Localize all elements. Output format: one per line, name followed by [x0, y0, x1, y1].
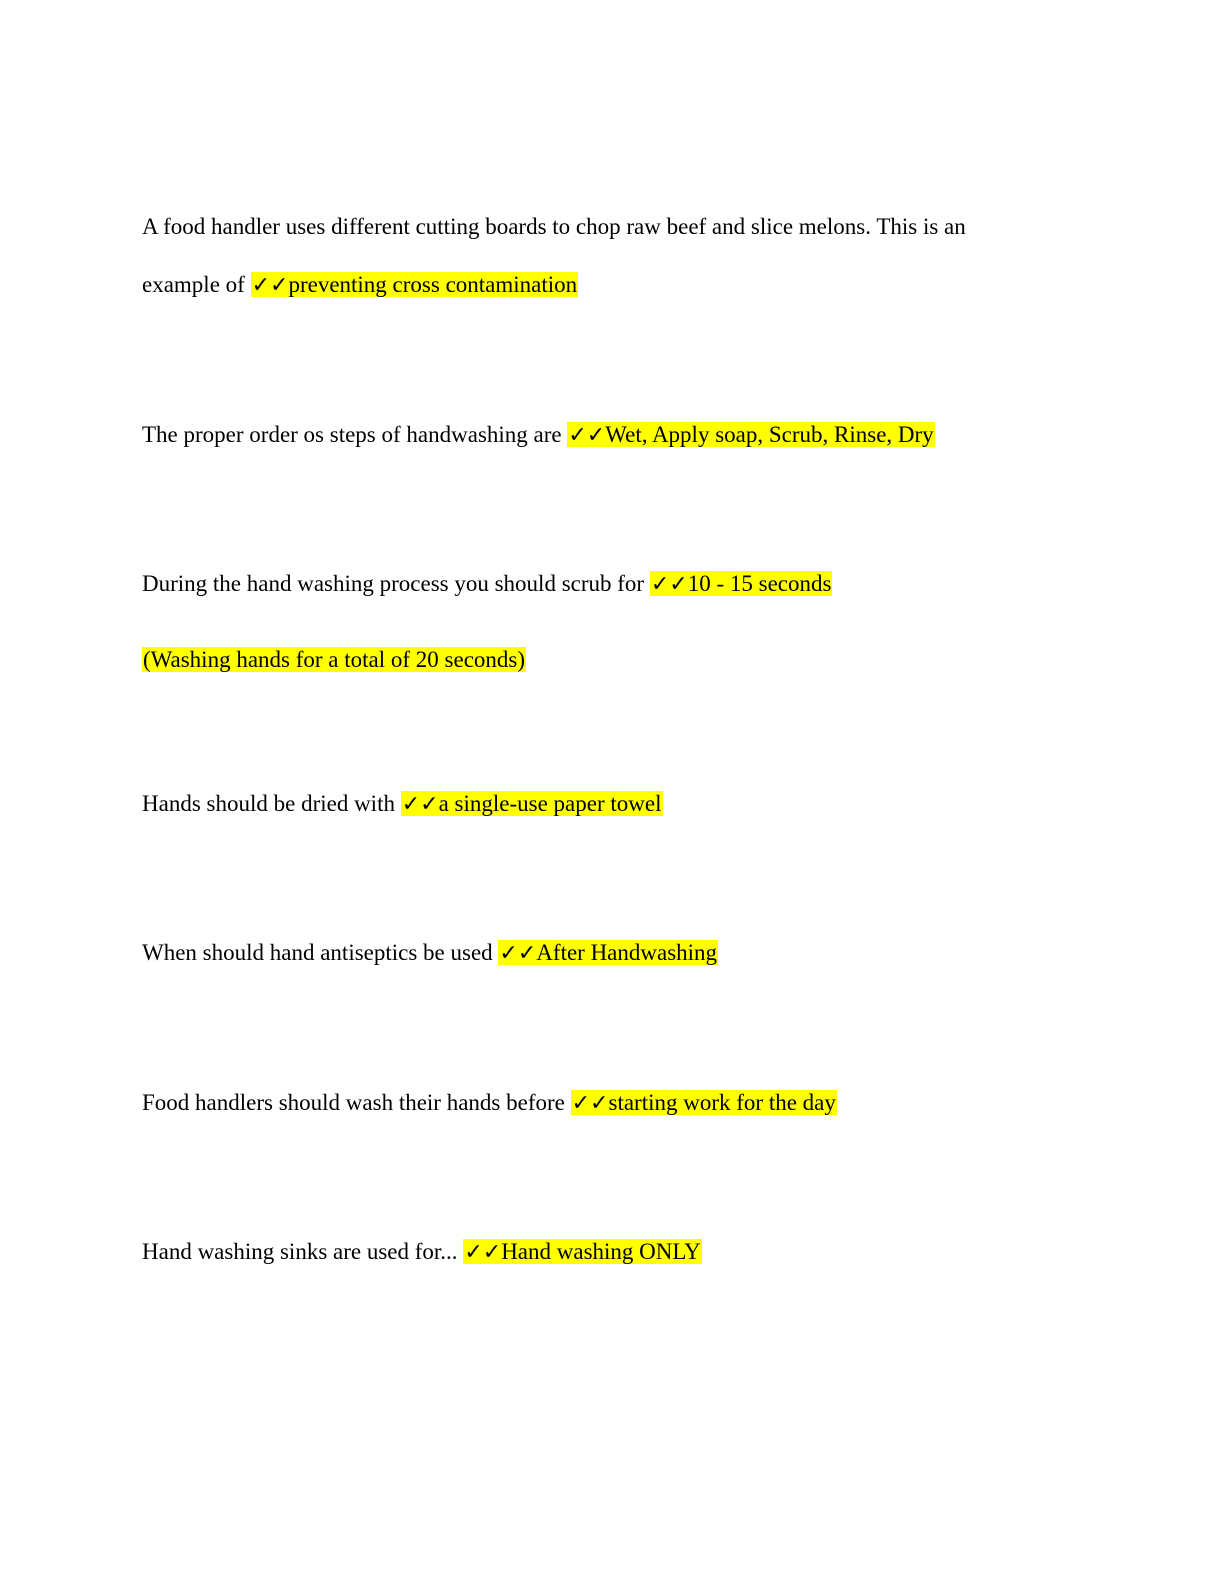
double-check-icon: ✓✓	[650, 572, 688, 597]
question-2-line	[142, 418, 935, 453]
answer-3-note-line	[142, 643, 526, 677]
double-check-icon: ✓✓	[251, 273, 289, 298]
question-2-text: The proper order os steps of handwashing are	[142, 422, 562, 447]
answer-6-highlight	[571, 1090, 837, 1115]
double-check-icon: ✓✓	[401, 792, 439, 817]
question-5-text: When should hand antiseptics be used	[142, 940, 493, 965]
answer-6-text: starting work for the day	[608, 1090, 836, 1115]
answer-3-highlight	[650, 571, 833, 596]
question-7-line	[142, 1235, 702, 1270]
question-4-line	[142, 787, 663, 822]
answer-1-text: preventing cross contamination	[288, 272, 578, 297]
answer-1-highlight	[251, 272, 579, 297]
question-6-text: Food handlers should wash their hands before	[142, 1090, 565, 1115]
question-1-line-1	[142, 210, 966, 244]
answer-4-text: a single-use paper towel	[438, 791, 662, 816]
question-1-text: A food handler uses different cutting boards to chop raw beef and slice melons. This is an	[142, 214, 966, 239]
double-check-icon: ✓✓	[464, 1240, 502, 1265]
question-1-text-cont: example of	[142, 272, 245, 297]
question-7-text: Hand washing sinks are used for...	[142, 1239, 458, 1264]
answer-5-text: After Handwashing	[536, 940, 718, 965]
answer-2-text: Wet, Apply soap, Scrub, Rinse, Dry	[605, 422, 934, 447]
question-1-line-2	[142, 268, 578, 303]
answer-5-highlight	[498, 940, 718, 965]
answer-7-text: Hand washing ONLY	[501, 1239, 701, 1264]
question-5-line	[142, 936, 718, 971]
double-check-icon: ✓✓	[499, 941, 537, 966]
answer-3-note: (Washing hands for a total of 20 seconds)	[143, 647, 526, 672]
question-3-text: During the hand washing process you should scrub for	[142, 571, 645, 596]
question-6-line	[142, 1086, 837, 1121]
answer-2-highlight	[567, 422, 934, 447]
answer-7-highlight	[463, 1239, 701, 1264]
question-3-line	[142, 567, 832, 602]
answer-3-text: 10 - 15 seconds	[687, 571, 832, 596]
double-check-icon: ✓✓	[571, 1091, 609, 1116]
question-4-text: Hands should be dried with	[142, 791, 395, 816]
answer-4-highlight	[401, 791, 663, 816]
double-check-icon: ✓✓	[568, 423, 606, 448]
